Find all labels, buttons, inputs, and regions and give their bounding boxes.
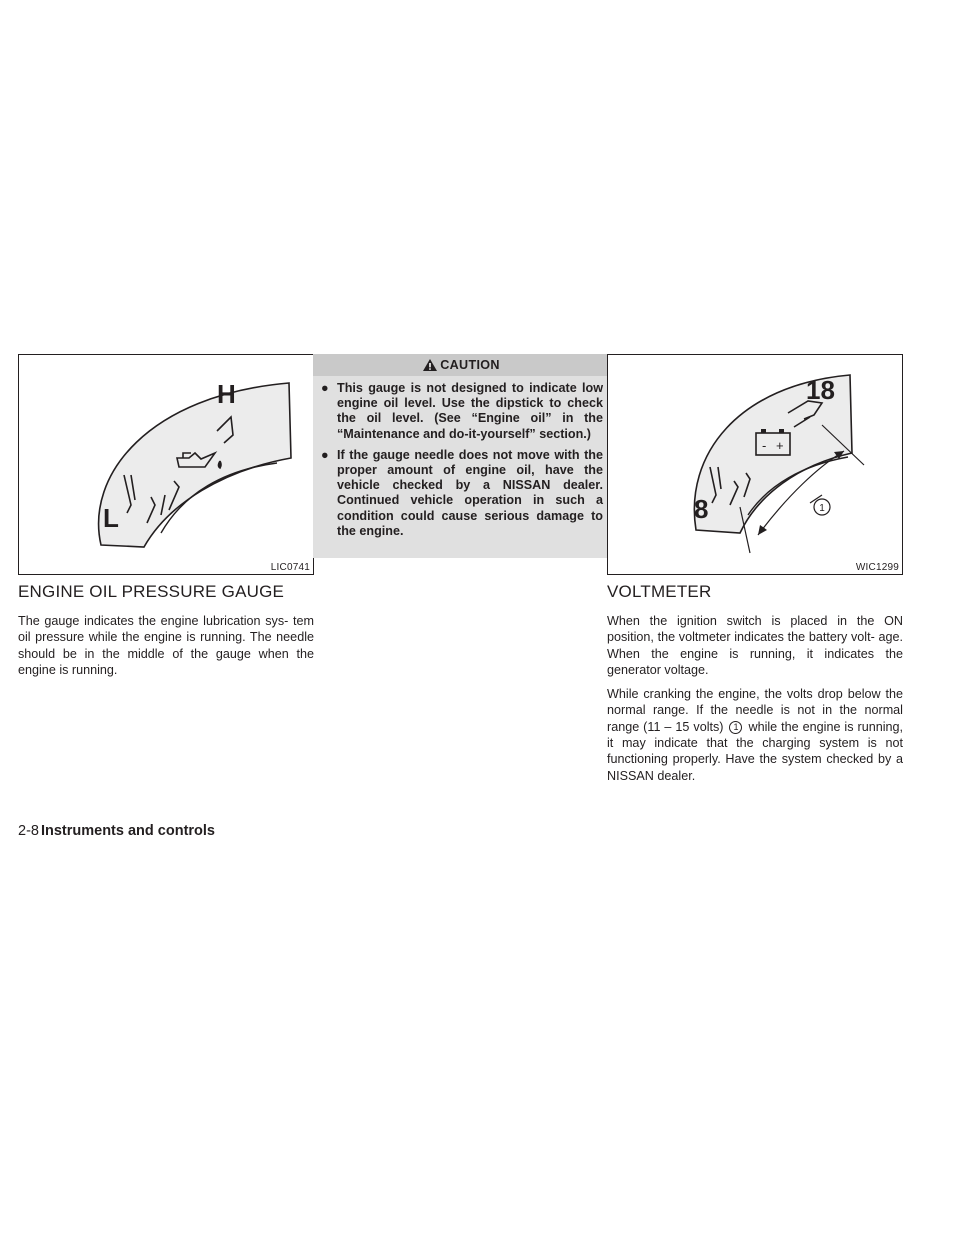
oil-section-body [18,613,314,686]
oil-gauge-figure [18,354,314,575]
callout-reference: 1 [729,721,742,734]
figure-code: WIC1299 [855,562,899,573]
voltmeter-body [607,613,903,792]
paragraph-text: While cranking the engine, the volts drop below the normal range. If the needle is not in the normal range (11 – 15 volts) [607,687,903,734]
caution-item-text: If the gauge needle does not move with the proper amount of engine oil, have the vehicle checked by a NISSAN dealer. Continued vehicle operation in such a condition could cause serious damage to the engine. [337,447,603,538]
page-number: 2-8 [18,823,39,839]
gauge-high-label: H [217,379,236,409]
gauge-high-label: 18 [806,375,835,405]
caution-item [321,381,603,442]
battery-minus-label: - [762,438,767,453]
voltmeter-illustration [608,355,902,574]
voltmeter-paragraph [607,686,903,784]
voltmeter-figure [607,354,903,575]
caution-header [313,354,609,376]
bullet-icon: ● [321,381,329,395]
oil-section-heading: ENGINE OIL PRESSURE GAUGE [18,582,285,601]
gauge-low-label: 8 [694,494,709,524]
bullet-icon: ● [321,447,329,462]
section-title: Instruments and controls [40,823,215,839]
caution-item-text: This gauge is not designed to indicate low engine oil level. Use the dipstick to check the oil level. (See “Engine oil” in the “Maintenance and do-it-yourself” section.) [337,381,603,441]
gauge-low-label: L [103,503,119,533]
battery-plus-label: + [776,438,784,453]
oil-paragraph: The gauge indicates the engine lubrication sys- tem oil pressure while the engine is running. The needle should be in the middle of the gauge when the engine is running. [18,614,314,677]
figure-code: LIC0741 [270,562,310,573]
oil-gauge-illustration [19,355,313,574]
paragraph-text: while the engine is running, it may indicate that the charging system is not functioning properly. Have the system checked by a NISSAN dealer. [607,719,904,783]
caution-box [313,354,609,558]
caution-title: CAUTION [440,358,500,372]
caution-item [321,448,603,539]
callout-number: 1 [819,503,825,514]
arrow-down-icon [758,525,767,535]
caution-list [313,381,609,539]
page-footer [18,823,215,839]
voltmeter-heading: VOLTMETER [607,582,712,601]
warning-triangle-icon [422,358,438,372]
voltmeter-paragraph: When the ignition switch is placed in the ON position, the voltmeter indicates the battery volt- age. When the engine is running, it indicates the generator voltage. [607,614,903,677]
